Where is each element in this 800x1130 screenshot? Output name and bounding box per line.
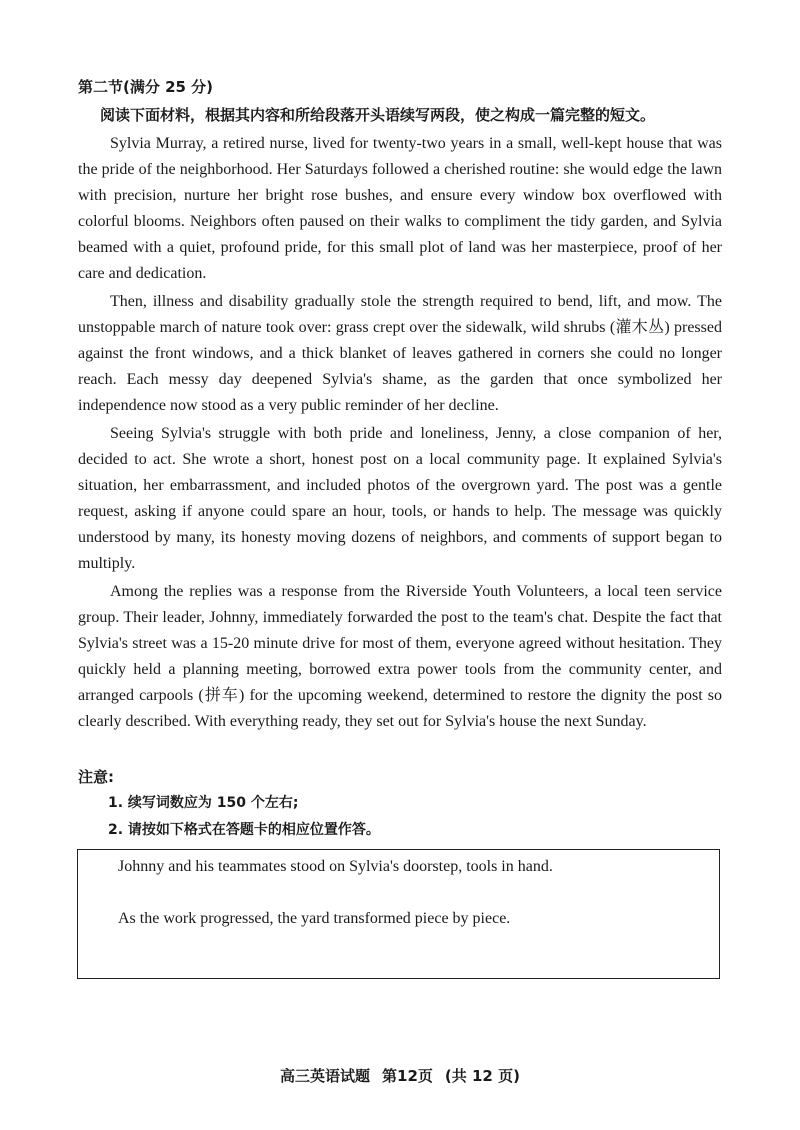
answer-box: [77, 849, 720, 979]
passage-paragraph-1: Sylvia Murray, a retired nurse, lived for twenty-two years in a small, well-kept house that was the pride of the neighborhood. Her Saturdays followed a cherished routine: she would edge the lawn with precision, nurture her bright rose bushes, and ensure every window box overflowed with colorful blooms. Neighbors often paused on their walks to compliment the tidy garden, and Sylvia beamed with a quiet, profound pride, for this small plot of land was her masterpiece, proof of her care and dedication.: [78, 135, 722, 282]
section-title: 第二节(满分 25 分): [78, 78, 214, 96]
reading-passage: [78, 131, 722, 737]
page-footer: [0, 1065, 800, 1087]
passage-paragraph-3: Seeing Sylvia's struggle with both pride and loneliness, Jenny, a close companion of her, decided to act. She wrote a short, honest post on a local community page. It explained Sylvia's situation, her embarrassment, and included photos of the overgrown yard. The post was a gentle request, asking if anyone could spare an hour, tools, or hands to help. The message was quickly understood by many, its honesty moving dozens of neighbors, and comments of support began to multiply.: [78, 425, 722, 572]
note-item-1: 1. 续写词数应为 150 个左右;: [108, 795, 299, 811]
instruction-text: 阅读下面材料，根据其内容和所给段落开头语续写两段，使之构成一篇完整的短文。: [100, 106, 656, 124]
passage-paragraph-4: Among the replies was a response from the Riverside Youth Volunteers, a local teen service group. Their leader, Johnny, immediately forwarded the post to the team's chat. Despite the fact that Sylvia's street was a 15-20 minute drive for most of them, everyone agreed without hesitation. They quickly held a planning meeting, borrowed extra power tools from the community center, and arranged carpools (拼车) for the upcoming weekend, determined to restore the dignity the post so clearly described. With everything ready, they set out for Sylvia's house the next Sunday.: [78, 583, 722, 730]
paragraph-starter-1: Johnny and his teammates stood on Sylvia's doorstep, tools in hand.: [118, 858, 553, 875]
passage-paragraph-2: Then, illness and disability gradually stole the strength required to bend, lift, and mow. The unstoppable march of nature took over: grass crept over the sidewalk, wild shrubs (灌木丛) pressed against the front windows, and a thick blanket of leaves gathered in corners she could no longer reach. Each messy day deepened Sylvia's shame, as the garden that once symbolized her independence now stood as a very public reminder of her decline.: [78, 293, 722, 414]
notes-label: 注意:: [78, 768, 114, 786]
note-item-2: 2. 请按如下格式在答题卡的相应位置作答。: [108, 822, 380, 838]
paragraph-starter-2: As the work progressed, the yard transformed piece by piece.: [118, 910, 511, 927]
footer-page-number: 第12页: [382, 1067, 433, 1085]
footer-subject: 高三英语试题: [280, 1067, 371, 1085]
footer-total-pages: (共 12 页): [444, 1067, 520, 1085]
